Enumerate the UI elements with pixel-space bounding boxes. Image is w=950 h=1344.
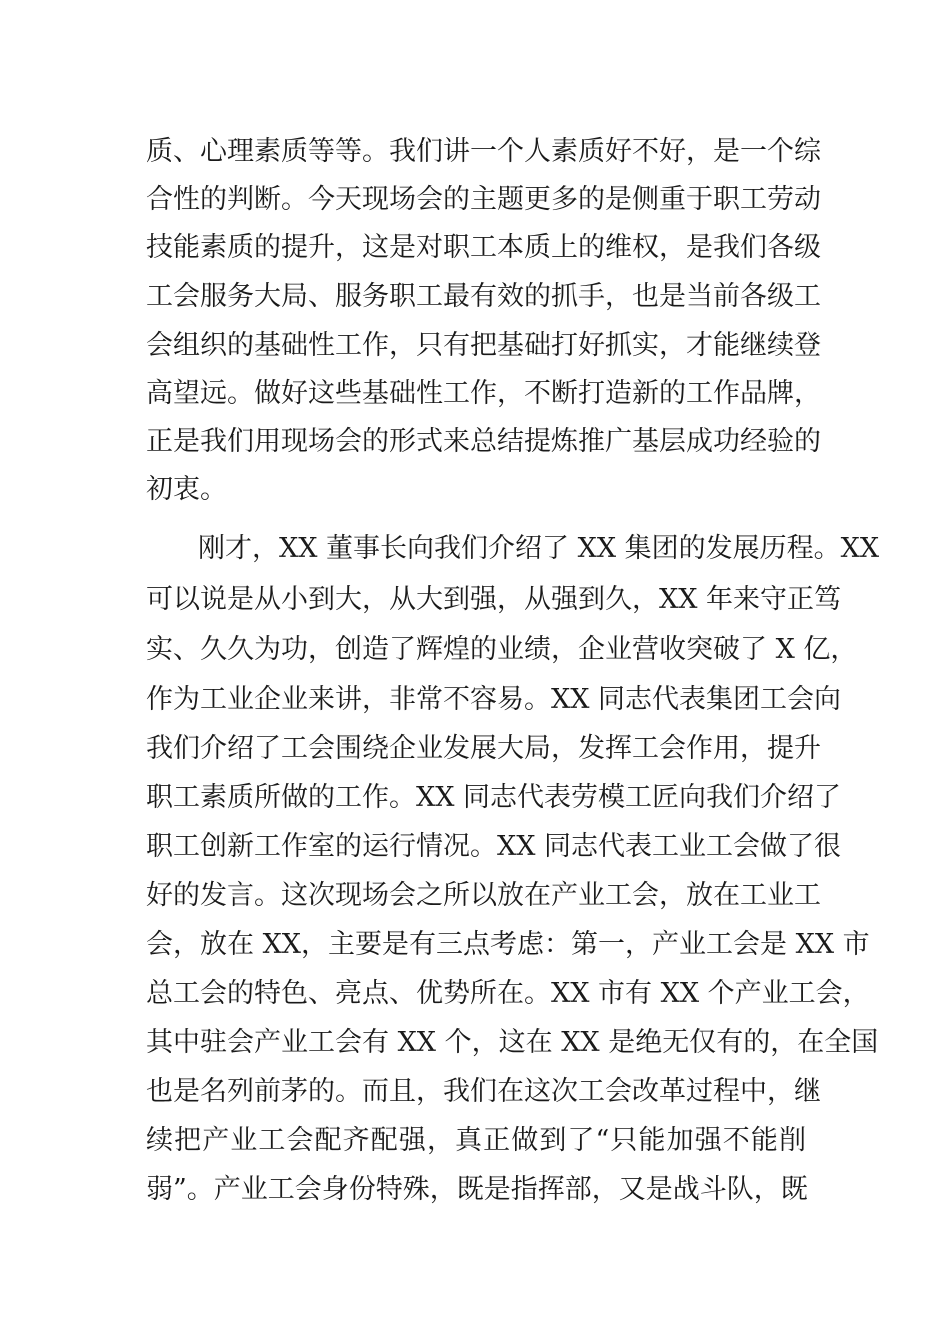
paragraph-2-line-12: 也是名列前茅的。而且，我们在这次工会改革过程中，继 <box>146 1076 821 1107</box>
paragraph-2-line-13: 续把产业工会配齐配强，真正做到了“只能加强不能削 <box>146 1125 806 1156</box>
paragraph-2-line-6: 职工素质所做的工作。XX 同志代表劳模工匠向我们介绍了 <box>146 782 842 813</box>
paragraph-2-line-2: 可以说是从小到大，从大到强，从强到久，XX 年来守正笃 <box>146 584 842 615</box>
paragraph-2-line-11: 其中驻会产业工会有 XX 个，这在 XX 是绝无仅有的，在全国 <box>146 1027 879 1058</box>
paragraph-1-line-6: 高望远。做好这些基础性工作，不断打造新的工作品牌， <box>146 378 821 409</box>
paragraph-1-line-7: 正是我们用现场会的形式来总结提炼推广基层成功经验的 <box>146 426 821 457</box>
paragraph-1-line-2: 合性的判断。今天现场会的主题更多的是侧重于职工劳动 <box>146 184 821 215</box>
paragraph-1-line-5: 会组织的基础性工作，只有把基础打好抓实，才能继续登 <box>146 330 821 361</box>
paragraph-2-line-8: 好的发言。这次现场会之所以放在产业工会，放在工业工 <box>146 880 821 911</box>
paragraph-2-line-14: 弱”。产业工会身份特殊，既是指挥部，又是战斗队，既 <box>146 1174 808 1205</box>
paragraph-2-line-1: 刚才，XX 董事长向我们介绍了 XX 集团的发展历程。XX <box>198 533 880 564</box>
paragraph-2-line-4: 作为工业企业来讲，非常不容易。XX 同志代表集团工会向 <box>146 684 842 715</box>
paragraph-1-line-1: 质、心理素质等等。我们讲一个人素质好不好，是一个综 <box>146 136 821 167</box>
paragraph-2-line-9: 会，放在 XX，主要是有三点考虑：第一，产业工会是 XX 市 <box>146 929 870 960</box>
paragraph-2-line-7: 职工创新工作室的运行情况。XX 同志代表工业工会做了很 <box>146 831 842 862</box>
paragraph-2-line-10: 总工会的特色、亮点、优势所在。XX 市有 XX 个产业工会， <box>146 978 870 1009</box>
paragraph-1-line-8: 初衷。 <box>146 474 227 505</box>
paragraph-1-line-3: 技能素质的提升，这是对职工本质上的维权，是我们各级 <box>146 232 821 263</box>
paragraph-1-line-4: 工会服务大局、服务职工最有效的抓手，也是当前各级工 <box>146 281 821 312</box>
paragraph-2-line-3: 实、久久为功，创造了辉煌的业绩，企业营收突破了 X 亿， <box>146 634 858 665</box>
paragraph-2-line-5: 我们介绍了工会围绕企业发展大局，发挥工会作用，提升 <box>146 733 821 764</box>
